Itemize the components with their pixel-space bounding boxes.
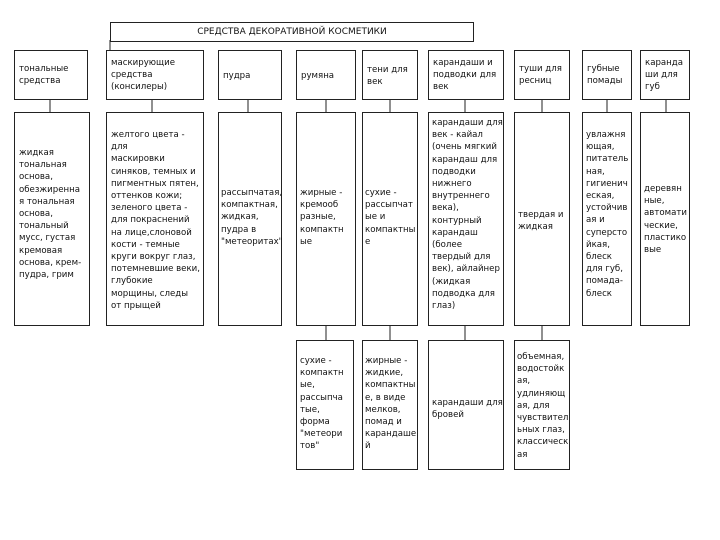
pencils-header-box [428, 50, 504, 100]
shadows-detail-box [362, 112, 418, 326]
masking-detail-text: желтого цвета - для маскировки синяков, темных и пигментных пятен, оттенков кожи; зеленого цвета - для покраснений на лице,слоновой кости - темные круги вокруг глаз, потемневшие веки, глубокие морщины, следы от прыщей [111, 130, 200, 311]
tonal-header-box [14, 50, 88, 100]
pencils-detail-box [428, 112, 504, 326]
blush-detail-text: жирные - кремооб разные, компактн ые [300, 188, 344, 247]
powder-header-label: пудра [223, 71, 251, 81]
lipstick-detail-text: увлажня ющая, питатель ная, гигиенич еская, устойчив ая и суперсто йкая, блеск для губ, помада- блеск [586, 130, 629, 299]
brow-pencils-text: карандаши для бровей [432, 398, 503, 421]
tonal-header-label: тональные средства [19, 64, 69, 87]
shadows-header-box [362, 50, 418, 100]
powder-header-box [218, 50, 282, 100]
blush-dry-box [296, 340, 354, 470]
mascara-types-text: объемная, водостойк ая, удлиняющ ая, для чувствител ьных глаз, классическ ая [517, 352, 569, 460]
shadows-header-label: тени для век [367, 65, 408, 88]
title-box [110, 22, 474, 42]
powder-detail-text: рассыпчатая, компактная, жидкая, пудра в "метеоритах" [221, 188, 283, 247]
powder-detail-box [218, 112, 282, 326]
mascara-types-box [514, 340, 570, 470]
blush-header-label: румяна [301, 71, 335, 81]
pencils-header-label: карандаши и подводки для век [433, 58, 497, 93]
lipstick-header-box [582, 50, 632, 100]
shadows-detail-text: сухие - рассыпчат ые и компактны е [365, 188, 416, 247]
lipstick-header-label: губные помады [587, 64, 623, 87]
lip-pencils-header-box [640, 50, 690, 100]
diagram-title: СРЕДСТВА ДЕКОРАТИВНОЙ КОСМЕТИКИ [197, 27, 387, 37]
masking-header-box [106, 50, 204, 100]
mascara-header-box [514, 50, 570, 100]
lip-pencils-header-label: каранда ши для губ [645, 58, 684, 93]
shadows-oily-box [362, 340, 418, 470]
tonal-detail-text: жидкая тональная основа, обезжиренна я тональная основа, тональный мусс, густая кремовая основа, крем- пудра, грим [19, 148, 82, 281]
masking-header-label: маскирующие средства (консилеры) [111, 58, 175, 93]
lipstick-detail-box [582, 112, 632, 326]
blush-dry-text: сухие - компактн ые, рассыпча тые, форма "метеори тов" [300, 356, 344, 452]
mascara-header-label: туши для ресниц [519, 64, 562, 87]
brow-pencils-box [428, 340, 504, 470]
tonal-detail-box [14, 112, 90, 326]
lip-pencils-detail-box [640, 112, 690, 326]
mascara-detail-text: твердая и жидкая [518, 210, 564, 233]
lip-pencils-detail-text: деревян ные, автомати ческие, пластико вые [644, 184, 687, 256]
pencils-detail-text: карандаши для век - кайал (очень мягкий карандаш для подводки нижнего внутреннего века), контурный карандаш (более твердый для век), айлайнер (жидкая подводка для глаз) [432, 118, 503, 312]
blush-header-box [296, 50, 356, 100]
mascara-detail-box [514, 112, 570, 326]
blush-detail-box [296, 112, 356, 326]
masking-detail-box [106, 112, 204, 326]
shadows-oily-text: жирные - жидкие, компактны е, в виде мелков, помад и карандаше й [365, 356, 417, 452]
